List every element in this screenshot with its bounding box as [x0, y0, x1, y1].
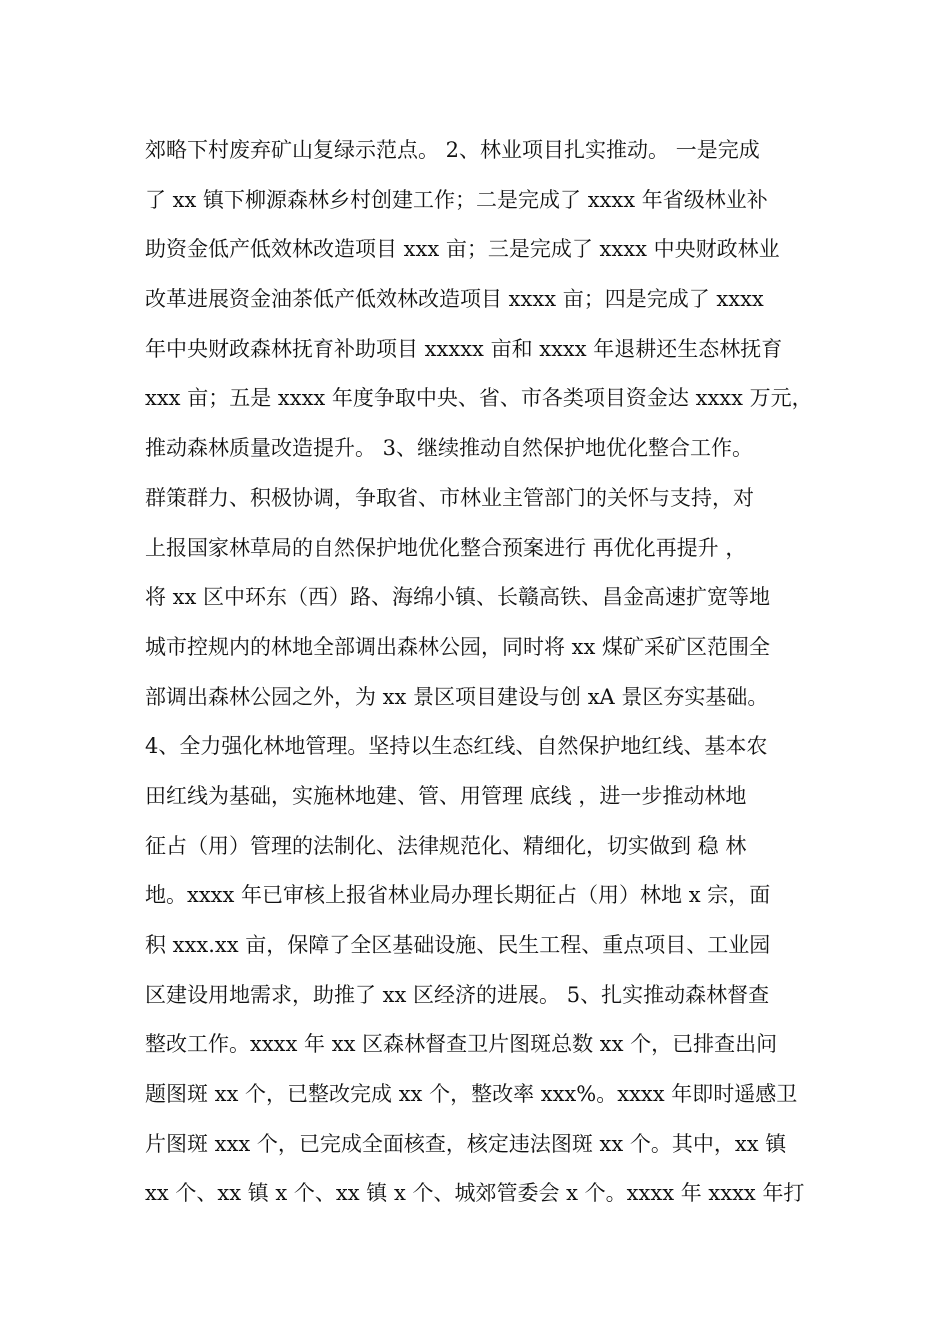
text-line: xx 个、xx 镇 x 个、xx 镇 x 个、城郊管委会 x 个。xxxx 年 xxxx 年打 — [145, 1181, 805, 1206]
text-line: 题图斑 xx 个，已整改完成 xx 个，整改率 xxx%。xxxx 年即时遥感卫 — [145, 1082, 798, 1107]
text-line: 上报国家林草局的自然保护地优化整合预案进行 再优化再提升 ， — [145, 535, 747, 560]
text-line: 城市控规内的林地全部调出森林公园，同时将 xx 煤矿采矿区范围全 — [145, 634, 771, 659]
text-line: 助资金低产低效林改造项目 xxx 亩；三是完成了 xxxx 中央财政林业 — [145, 237, 780, 262]
text-line: 田红线为基础，实施林地建、管、用管理 底线 ，进一步推动林地 — [145, 783, 747, 808]
text-line: 4、全力强化林地管理。坚持以生态红线、自然保护地红线、基本农 — [145, 734, 768, 759]
body-text — [145, 126, 815, 1219]
text-line: 部调出森林公园之外，为 xx 景区项目建设与创 xA 景区夯实基础。 — [145, 684, 769, 709]
text-line: 郊略下村废弃矿山复绿示范点。 2、林业项目扎实推动。 一是完成 — [145, 138, 760, 162]
text-line: 区建设用地需求，助推了 xx 区经济的进展。 5、扎实推动森林督查 — [145, 982, 770, 1007]
text-line: 群策群力、积极协调，争取省、市林业主管部门的关怀与支持，对 — [145, 485, 754, 510]
text-line: 片图斑 xxx 个，已完成全面核查，核定违法图斑 xx 个。其中，xx 镇 — [145, 1131, 787, 1156]
text-line: 征占（用）管理的法制化、法律规范化、精细化，切实做到 稳 林 — [145, 833, 747, 858]
text-line: 地。xxxx 年已审核上报省林业局办理长期征占（用）林地 x 宗，面 — [145, 883, 771, 908]
text-line: 积 xxx.xx 亩，保障了全区基础设施、民生工程、重点项目、工业园 — [145, 933, 771, 957]
text-line: xxx 亩；五是 xxxx 年度争取中央、省、市各类项目资金达 xxxx 万元， — [145, 386, 813, 411]
text-line: 年中央财政森林抚育补助项目 xxxxx 亩和 xxxx 年退耕还生态林抚育 — [145, 336, 783, 361]
text-line: 改革进展资金油茶低产低效林改造项目 xxxx 亩；四是完成了 xxxx — [145, 287, 764, 312]
text-line: 推动森林质量改造提升。 3、继续推动自然保护地优化整合工作。 — [145, 436, 754, 461]
text-line: 将 xx 区中环东（西）路、海绵小镇、长赣高铁、昌金高速扩宽等地 — [145, 585, 771, 610]
text-line: 整改工作。xxxx 年 xx 区森林督查卫片图斑总数 xx 个，已排查出问 — [145, 1032, 778, 1057]
text-line: 了 xx 镇下柳源森林乡村创建工作；二是完成了 xxxx 年省级林业补 — [145, 187, 768, 212]
